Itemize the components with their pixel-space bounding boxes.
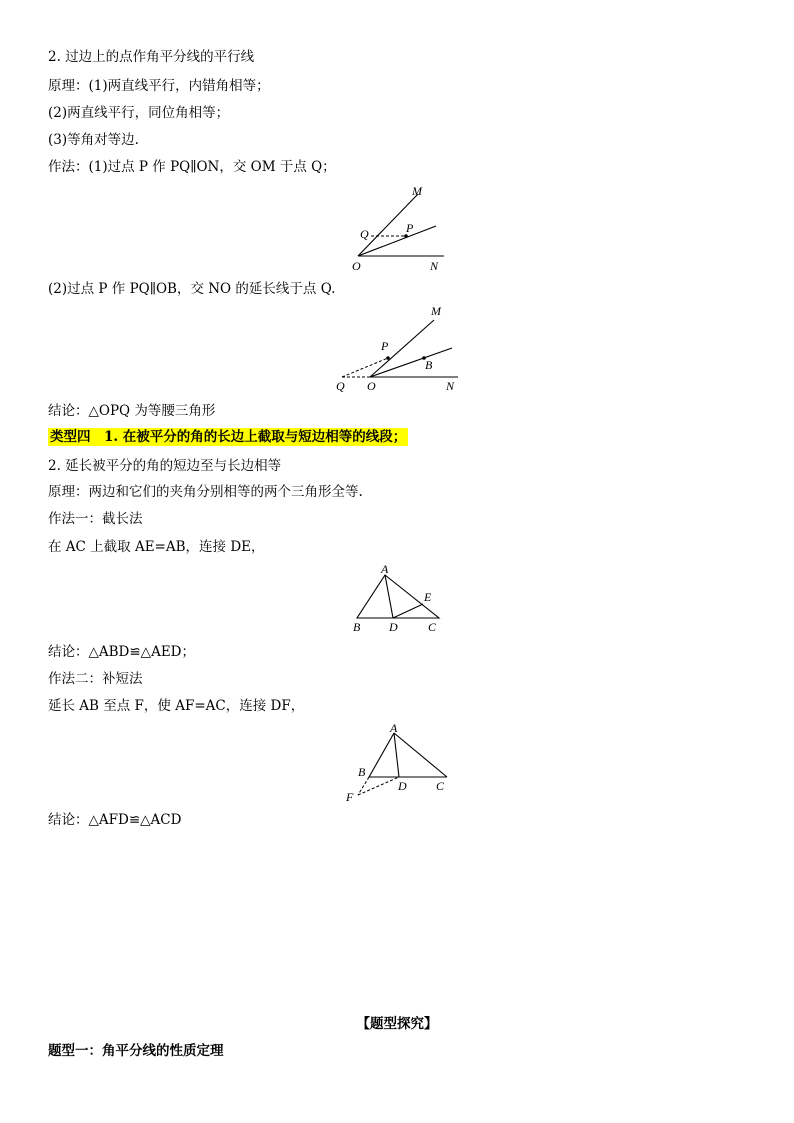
label-P: P: [406, 221, 414, 235]
principle-3: (3)等角对等边.: [48, 132, 139, 148]
label-B: B: [353, 620, 361, 634]
label-C: C: [436, 779, 445, 793]
conclusion-isosceles: 结论：△OPQ 为等腰三角形: [48, 403, 216, 419]
label-E: E: [424, 590, 432, 604]
label-D: D: [389, 620, 398, 634]
label-A: A: [381, 562, 389, 576]
section-title: 【题型探究】: [356, 1016, 438, 1032]
figure-angle-bisector-parallel-1: [340, 178, 460, 276]
label-P: P: [381, 339, 389, 353]
type-four-highlight: 类型四 1. 在被平分的角的长边上截取与短边相等的线段；: [50, 429, 407, 445]
label-A: A: [390, 721, 398, 735]
figure-angle-bisector-parallel-2: [330, 300, 470, 400]
topic-one-heading: 题型一：角平分线的性质定理: [48, 1043, 224, 1059]
label-Q: Q: [360, 227, 369, 241]
method-two-title: 作法二：补短法: [48, 671, 143, 687]
method-2: (2)过点 P 作 PQ∥OB，交 NO 的延长线于点 Q.: [48, 281, 336, 297]
figure-truncate-long-side: [345, 560, 455, 638]
label-B: B: [425, 358, 433, 372]
label-Q: Q: [336, 379, 345, 393]
method-one-step: 在 AC 上截取 AE=AB，连接 DE，: [48, 539, 265, 555]
label-C: C: [428, 620, 437, 634]
principle-2: (2)两直线平行，同位角相等；: [48, 105, 230, 121]
figure-extend-short-side: [340, 718, 460, 808]
principle-sas: 原理：两边和它们的夹角分别相等的两个三角形全等.: [48, 484, 363, 500]
conclusion-afd-acd: 结论：△AFD≌△ACD: [48, 812, 182, 828]
label-M: M: [431, 304, 441, 318]
conclusion-abd-aed: 结论：△ABD≌△AED；: [48, 644, 195, 660]
method-1: 作法：(1)过点 P 作 PQ∥ON，交 OM 于点 Q；: [48, 159, 336, 175]
method-two-step: 延长 AB 至点 F，使 AF=AC，连接 DF，: [48, 698, 305, 714]
heading-parallel-construction: 2. 过边上的点作角平分线的平行线: [48, 49, 255, 65]
label-N: N: [446, 379, 455, 393]
label-M: M: [412, 184, 422, 198]
label-F: F: [346, 790, 354, 804]
label-D: D: [398, 779, 407, 793]
label-B: B: [358, 765, 366, 779]
label-O: O: [367, 379, 376, 393]
principle-1: 原理：(1)两直线平行，内错角相等；: [48, 78, 270, 94]
extend-short-side: 2. 延长被平分的角的短边至与长边相等: [48, 458, 282, 474]
label-O: O: [352, 259, 361, 273]
type-four-banner: [48, 428, 408, 446]
label-N: N: [430, 259, 439, 273]
method-one-title: 作法一：截长法: [48, 511, 143, 527]
